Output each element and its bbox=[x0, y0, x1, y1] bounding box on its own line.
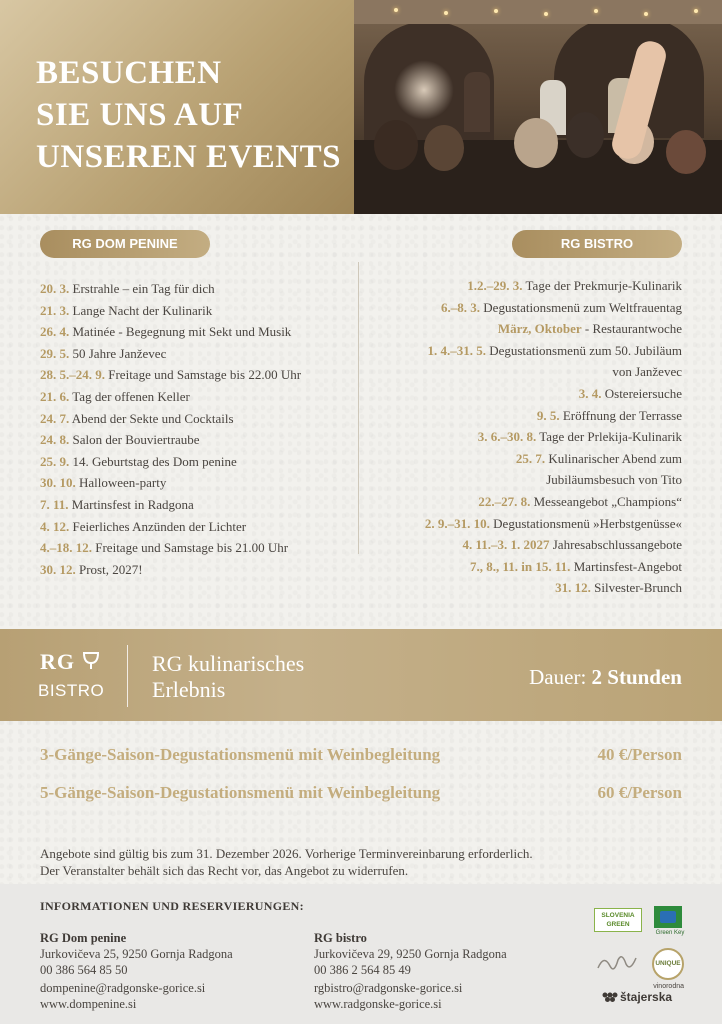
event-date: 9. 5. bbox=[536, 407, 560, 423]
contact-name: RG Dom penine bbox=[40, 931, 127, 945]
event-date: 4.–18. 12. bbox=[40, 540, 92, 556]
right-events-list bbox=[364, 275, 682, 599]
event-row bbox=[364, 361, 682, 383]
terms-notes bbox=[40, 845, 680, 879]
event-row bbox=[364, 275, 682, 297]
performer bbox=[464, 72, 490, 132]
event-row bbox=[40, 472, 356, 494]
contact-name: RG bistro bbox=[314, 931, 367, 945]
event-row bbox=[40, 559, 356, 581]
contact-email[interactable]: rgbistro@radgonske-gorice.si bbox=[314, 981, 463, 995]
culinary-experience-band bbox=[0, 629, 722, 721]
event-title: Erstrahle – ein Tag für dich bbox=[72, 281, 215, 296]
contact-email[interactable]: dompenine@radgonske-gorice.si bbox=[40, 981, 206, 995]
event-date: 30. 12. bbox=[40, 561, 76, 577]
event-title: Degustationsmenü zum 50. Jubiläum bbox=[489, 342, 682, 358]
contact-footer bbox=[0, 884, 722, 1024]
event-title: Lange Nacht der Kulinarik bbox=[72, 302, 213, 318]
unique-badge: UNIQUE bbox=[652, 948, 684, 980]
green-key-label: Green Key bbox=[655, 930, 685, 936]
key-icon bbox=[660, 911, 676, 923]
contact-address: Jurkovičeva 29, 9250 Gornja Radgona bbox=[314, 947, 507, 961]
event-date: 7., 8., 11. in 15. 11. bbox=[470, 558, 571, 574]
event-row bbox=[40, 300, 356, 322]
hero-title-panel bbox=[0, 0, 354, 214]
event-title: 14. Geburtstag des Dom penine bbox=[72, 453, 237, 469]
event-row bbox=[40, 278, 356, 300]
stajerska-text: štajerska bbox=[620, 990, 673, 1004]
event-date: 28. 5.–24. 9. bbox=[40, 367, 105, 383]
left-events-list bbox=[40, 278, 356, 580]
event-row bbox=[364, 513, 682, 535]
offer-price: 60 €/Person bbox=[597, 783, 682, 802]
event-date: 4. 12. bbox=[40, 518, 70, 534]
offer-label: 5-Gänge-Saison-Degustationsmenü mit Weinbegleitung bbox=[40, 783, 441, 802]
event-date: 1.2.–29. 3. bbox=[467, 278, 523, 293]
event-date: 2. 9.–31. 10. bbox=[424, 515, 490, 531]
contact-address: Jurkovičeva 25, 9250 Gornja Radgona bbox=[40, 947, 233, 961]
event-title: Freitage und Samstage bis 21.00 Uhr bbox=[95, 540, 289, 556]
event-title: Degustationsmenü »Herbstgenüsse« bbox=[493, 515, 682, 531]
hero-section bbox=[0, 0, 722, 214]
wine-glass-icon bbox=[82, 651, 100, 671]
event-title: Halloween-party bbox=[79, 475, 167, 491]
event-title: Salon der Bouviertraube bbox=[72, 432, 200, 448]
event-date: 25. 7. bbox=[515, 450, 546, 466]
column-divider bbox=[358, 262, 359, 554]
event-title: Silvester-Brunch bbox=[594, 580, 682, 596]
band-divider bbox=[127, 645, 128, 707]
event-title: 50 Jahre Janževec bbox=[72, 345, 167, 361]
contact-website[interactable]: www.dompenine.si bbox=[40, 997, 137, 1011]
terms-line: Angebote sind gültig bis zum 31. Dezember 2026. Vorherige Terminvereinbarung erforderlich. bbox=[40, 846, 533, 861]
event-title: Abend der Sekte und Cocktails bbox=[71, 410, 234, 426]
band-title-line: RG kulinarisches bbox=[152, 651, 305, 676]
event-row bbox=[364, 340, 682, 362]
event-title: Martinsfest in Radgona bbox=[71, 496, 194, 512]
event-row bbox=[40, 429, 356, 451]
event-date: März, Oktober bbox=[497, 321, 582, 337]
event-row bbox=[364, 426, 682, 448]
event-date: 22.–27. 8. bbox=[478, 493, 531, 509]
badge-text: GREEN bbox=[606, 921, 630, 928]
contact-phone[interactable]: 00 386 2 564 85 49 bbox=[314, 963, 411, 977]
event-date: 31. 12. bbox=[555, 580, 591, 596]
event-row bbox=[40, 516, 356, 538]
event-date: 7. 11. bbox=[40, 496, 69, 512]
event-date: 6.–8. 3. bbox=[441, 299, 481, 315]
event-title: Tag der offenen Keller bbox=[72, 388, 190, 404]
event-row bbox=[364, 318, 682, 340]
event-title: - Restaurantwoche bbox=[584, 321, 682, 337]
event-row bbox=[40, 537, 356, 559]
vinorodna-label: vinorodna bbox=[653, 983, 684, 990]
event-row bbox=[364, 534, 682, 556]
stage-light bbox=[394, 60, 454, 120]
event-row bbox=[40, 451, 356, 473]
hero-title-line: BESUCHEN bbox=[36, 55, 222, 91]
logo-rg-text: RG bbox=[40, 649, 75, 674]
event-row bbox=[364, 448, 682, 470]
event-date: 24. 7. bbox=[40, 410, 70, 426]
event-date: 1. 4.–31. 5. bbox=[427, 342, 486, 358]
offer-price: 40 €/Person bbox=[597, 745, 682, 764]
event-title: Ostereiersuche bbox=[604, 385, 682, 401]
event-date: 24. 8. bbox=[40, 432, 70, 448]
terms-line: Der Veranstalter behält sich das Recht vor, das Angebot zu widerrufen. bbox=[40, 863, 409, 878]
contact-website[interactable]: www.radgonske-gorice.si bbox=[314, 997, 442, 1011]
signature-mark bbox=[596, 950, 640, 976]
event-row bbox=[40, 386, 356, 408]
event-title: von Janževec bbox=[612, 364, 682, 380]
event-row bbox=[364, 469, 682, 491]
event-title: Freitage und Samstage bis 22.00 Uhr bbox=[108, 367, 302, 383]
contact-dom-penine bbox=[40, 930, 290, 1012]
event-date: 25. 9. bbox=[40, 453, 70, 469]
event-date: 30. 10. bbox=[40, 475, 76, 491]
duration-label: Dauer: bbox=[529, 665, 587, 689]
band-title bbox=[152, 651, 412, 703]
event-row bbox=[40, 494, 356, 516]
badge-text: SLOVENIA bbox=[601, 912, 635, 919]
contact-rg-bistro bbox=[314, 930, 574, 1012]
event-date: 4. 11.–3. 1. 2027 bbox=[462, 537, 550, 553]
event-row bbox=[364, 577, 682, 599]
event-title: Feierliches Anzünden der Lichter bbox=[72, 518, 247, 534]
event-date: 3. 4. bbox=[578, 385, 602, 401]
event-date: 3. 6.–30. 8. bbox=[477, 429, 537, 445]
event-date: 20. 3. bbox=[40, 281, 70, 296]
event-title: Messeangebot „Champions“ bbox=[533, 493, 682, 509]
signature-logo-icon bbox=[596, 950, 640, 976]
photo-wall bbox=[354, 0, 722, 24]
event-title: Tage der Prlekija-Kulinarik bbox=[539, 429, 682, 445]
band-title-line: Erlebnis bbox=[152, 677, 226, 702]
event-date: 26. 4. bbox=[40, 324, 70, 340]
event-row bbox=[364, 405, 682, 427]
rg-bistro-logo bbox=[40, 649, 100, 675]
event-row bbox=[40, 343, 356, 365]
event-title: Prost, 2027! bbox=[79, 561, 143, 577]
event-row bbox=[40, 408, 356, 430]
header-rg-bistro: RG BISTRO bbox=[512, 230, 682, 258]
event-title: Degustationsmenü zum Weltfrauentag bbox=[483, 299, 682, 315]
stajerska-logo bbox=[600, 990, 682, 1006]
event-date: 21. 3. bbox=[40, 302, 70, 318]
event-title: Matinée - Begegnung mit Sekt und Musik bbox=[72, 324, 292, 340]
duration bbox=[529, 665, 682, 690]
event-date: 29. 5. bbox=[40, 345, 70, 361]
event-row bbox=[364, 556, 682, 578]
duration-value: 2 Stunden bbox=[591, 665, 682, 689]
event-title: Kulinarischer Abend zum bbox=[548, 450, 682, 466]
hero-title-line: UNSEREN EVENTS bbox=[36, 139, 341, 175]
grapes-icon bbox=[600, 991, 620, 1005]
offer-label: 3-Gänge-Saison-Degustationsmenü mit Weinbegleitung bbox=[40, 745, 441, 764]
event-row bbox=[364, 297, 682, 319]
header-rg-dom-penine: RG DOM PENINE bbox=[40, 230, 210, 258]
event-row bbox=[364, 491, 682, 513]
event-title: Jubiläumsbesuch von Tito bbox=[546, 472, 682, 488]
event-title: Jahresabschlussangebote bbox=[552, 537, 682, 553]
offer-row bbox=[40, 783, 682, 803]
event-row bbox=[40, 321, 356, 343]
event-row bbox=[364, 383, 682, 405]
hero-title bbox=[36, 52, 356, 178]
offer-row bbox=[40, 745, 682, 765]
event-row bbox=[40, 364, 356, 386]
hero-title-line: SIE UNS AUF bbox=[36, 97, 244, 133]
concert-photo bbox=[354, 0, 722, 214]
event-title: Martinsfest-Angebot bbox=[573, 558, 682, 574]
slovenia-green-badge bbox=[594, 908, 642, 932]
event-title: Eröffnung der Terrasse bbox=[562, 407, 682, 423]
green-key-logo bbox=[654, 906, 682, 928]
footer-title: INFORMATIONEN UND RESERVIERUNGEN: bbox=[40, 899, 304, 913]
logo-bistro-text: BISTRO bbox=[38, 681, 105, 700]
contact-phone[interactable]: 00 386 564 85 50 bbox=[40, 963, 128, 977]
event-date: 21. 6. bbox=[40, 388, 70, 404]
event-title: Tage der Prekmurje-Kulinarik bbox=[525, 278, 682, 293]
